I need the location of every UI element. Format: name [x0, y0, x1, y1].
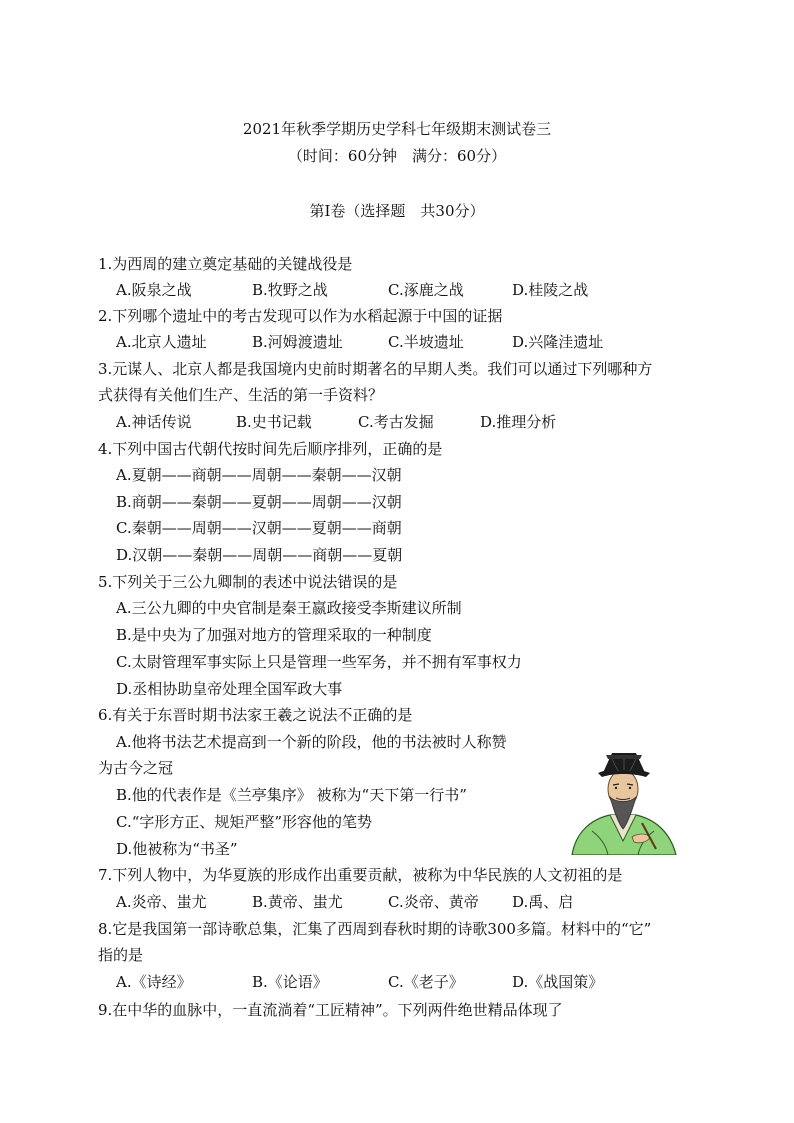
question-8-stem: 8.它是我国第一部诗歌总集，汇集了西周到春秋时期的诗歌300多篇。材料中的“它” [98, 920, 652, 938]
q5-option-a: A.三公九卿的中央官制是秦王嬴政接受李斯建议所制 [116, 599, 462, 617]
q5-option-c: C.太尉管理军事实际上只是管理一些军务，并不拥有军事权力 [116, 653, 522, 671]
q2-option-b: B.河姆渡遗址 [252, 333, 343, 351]
q2-option-c: C.半坡遗址 [388, 333, 464, 351]
q4-option-d: D.汉朝——秦朝——周朝——商朝——夏朝 [116, 546, 403, 564]
question-4-stem: 4.下列中国古代朝代按时间先后顺序排列，正确的是 [98, 440, 443, 458]
q1-option-b: B.牧野之战 [252, 281, 328, 299]
question-3-stem-cont: 式获得有关他们生产、生活的第一手资料？ [98, 386, 384, 404]
q1-option-c: C.涿鹿之战 [388, 281, 464, 299]
wang-xizhi-portrait-icon [562, 745, 684, 855]
question-9-stem: 9.在中华的血脉中，一直流淌着“工匠精神”。下列两件绝世精品体现了 [98, 1001, 563, 1019]
question-5-stem: 5.下列关于三公九卿制的表述中说法错误的是 [98, 573, 398, 591]
q3-option-c: C.考古发掘 [358, 413, 434, 431]
q8-option-d: D.《战国策》 [512, 973, 604, 991]
q8-option-c: C.《老子》 [388, 973, 464, 991]
question-7-stem: 7.下列人物中，为华夏族的形成作出重要贡献，被称为中华民族的人文初祖的是 [98, 866, 623, 884]
question-6-stem: 6.有关于东晋时期书法家王羲之说法不正确的是 [98, 706, 413, 724]
question-3-stem: 3.元谋人、北京人都是我国境内史前时期著名的早期人类。我们可以通过下列哪种方 [98, 360, 653, 378]
q6-option-b: B.他的代表作是《兰亭集序》 被称为“天下第一行书” [116, 786, 467, 804]
q8-option-b: B.《论语》 [252, 973, 328, 991]
q1-option-a: A.阪泉之战 [116, 281, 192, 299]
exam-subtitle: （时间：60分钟 满分：60分） [287, 147, 507, 165]
q5-option-d: D.丞相协助皇帝处理全国军政大事 [116, 680, 343, 698]
q6-option-c: C.“字形方正、规矩严整”形容他的笔势 [116, 813, 373, 831]
question-8-stem-cont: 指的是 [98, 946, 144, 964]
q3-option-a: A.神话传说 [116, 413, 192, 431]
q6-option-d: D.他被称为“书圣” [116, 840, 238, 858]
exam-title: 2021年秋季学期历史学科七年级期末测试卷三 [242, 120, 552, 138]
q5-option-b: B.是中央为了加强对地方的管理采取的一种制度 [116, 626, 432, 644]
q7-option-a: A.炎帝、蚩尤 [116, 893, 207, 911]
q6-option-a: A.他将书法艺术提高到一个新的阶段，他的书法被时人称赞 [116, 733, 507, 751]
q2-option-a: A.北京人遗址 [116, 333, 207, 351]
section-heading: 第I卷（选择题 共30分） [309, 202, 485, 220]
q4-option-a: A.夏朝——商朝——周朝——秦朝——汉朝 [116, 466, 402, 484]
q7-option-d: D.禹、启 [512, 893, 574, 911]
q3-option-d: D.推理分析 [480, 413, 557, 431]
q3-option-b: B.史书记载 [236, 413, 312, 431]
q4-option-b: B.商朝——秦朝——夏朝——周朝——汉朝 [116, 493, 402, 511]
q7-option-c: C.炎帝、黄帝 [388, 893, 479, 911]
q1-option-d: D.桂陵之战 [512, 281, 589, 299]
q7-option-b: B.黄帝、蚩尤 [252, 893, 343, 911]
question-1-stem: 1.为西周的建立奠定基础的关键战役是 [98, 255, 353, 273]
q6-option-a-cont: 为古今之冠 [98, 759, 174, 777]
q2-option-d: D.兴隆洼遗址 [512, 333, 604, 351]
question-2-stem: 2.下列哪个遗址中的考古发现可以作为水稻起源于中国的证据 [98, 307, 503, 325]
q4-option-c: C.秦朝——周朝——汉朝——夏朝——商朝 [116, 519, 402, 537]
q8-option-a: A.《诗经》 [116, 973, 192, 991]
